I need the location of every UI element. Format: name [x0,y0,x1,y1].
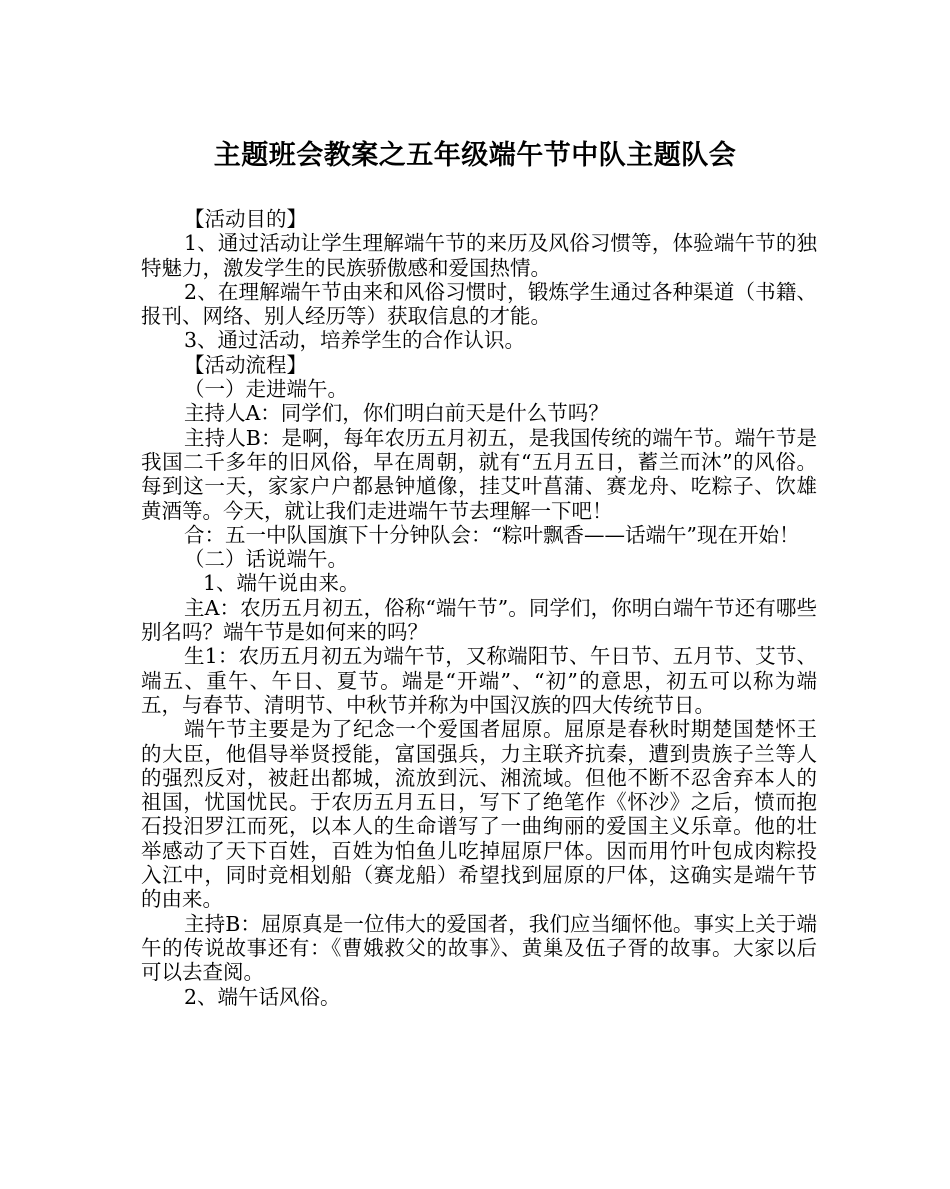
paragraph: 2、端午话风俗。 [184,984,341,1009]
paragraph: 【活动目的】 [184,207,307,231]
paragraph: 端午节主要是为了纪念一个爱国者屈原。屈原是春秋时期楚国楚怀王的大臣，他倡导举贤授能，富国强兵，力主联齐抗秦，遭到贵族子兰等人的强烈反对，被赶出都城，流放到沅、湘流域。但他不断不忍舍弃本人的祖国，忧国忧民。于农历五月五日，写下了绝笔作《怀沙》之后，愤而抱石投汨罗江而死，以本人的生命谱写了一曲绚丽的爱国主义乐章。他的壮举感动了天下百姓，百姓为怕鱼儿吃掉屈原尸体。因而用竹叶包成肉粽投入江中，同时竞相划船（赛龙船）希望找到屈原的尸体，这确实是端午节的由来。 [141,717,817,912]
paragraph: 主A：农历五月初五，俗称“端午节”。同学们，你明白端午节还有哪些别名吗？端午节是如何来的吗？ [141,595,817,645]
paragraph: 合：五一中队国旗下十分钟队会：“粽叶飘香——话端午”现在开始！ [184,522,800,547]
paragraph: 生1：农历五月初五为端午节，又称端阳节、午日节、五月节、艾节、端五、重午、午日、夏节。端是“开端”、“初”的意思，初五可以称为端五，与春节、清明节、中秋节并称为中国汉族的四大传统节日。 [141,644,817,717]
paragraph: 1、通过活动让学生理解端午节的来历及风俗习惯等，体验端午节的独特魅力，激发学生的民族骄傲感和爱国热情。 [141,231,817,280]
paragraph: 主持人A：同学们，你们明白前天是什么节吗？ [184,401,609,426]
paragraph: 主持B：屈原真是一位伟大的爱国者，我们应当缅怀他。事实上关于端午的传说故事还有：《曹娥救父的故事》、黄巢及伍子胥的故事。大家以后可以去查阅。 [141,911,817,985]
paragraph: 2、在理解端午节由来和风俗习惯时，锻炼学生通过各种渠道（书籍、报刊、网络、别人经历等）获取信息的才能。 [141,279,817,329]
paragraph: 主持人B：是啊，每年农历五月初五，是我国传统的端午节。端午节是我国二千多年的旧风俗，早在周朝，就有“五月五日，蓄兰而沐”的风俗。每到这一天，家家户户都悬钟馗像，挂艾叶菖蒲、赛龙舟、吃粽子、饮雄黄酒等。今天，就让我们走进端午节去理解一下吧！ [141,425,817,523]
paragraph: 3、通过活动，培养学生的合作认识。 [184,328,526,353]
paragraph: （一）走进端午。 [184,377,348,402]
document-title: 主题班会教案之五年级端午节中队主题队会 [213,140,737,171]
paragraph: （二）话说端午。 [184,547,348,572]
document-body [141,207,817,1009]
paragraph: 【活动流程】 [184,352,307,377]
paragraph: 1、端午说由来。 [203,571,360,596]
